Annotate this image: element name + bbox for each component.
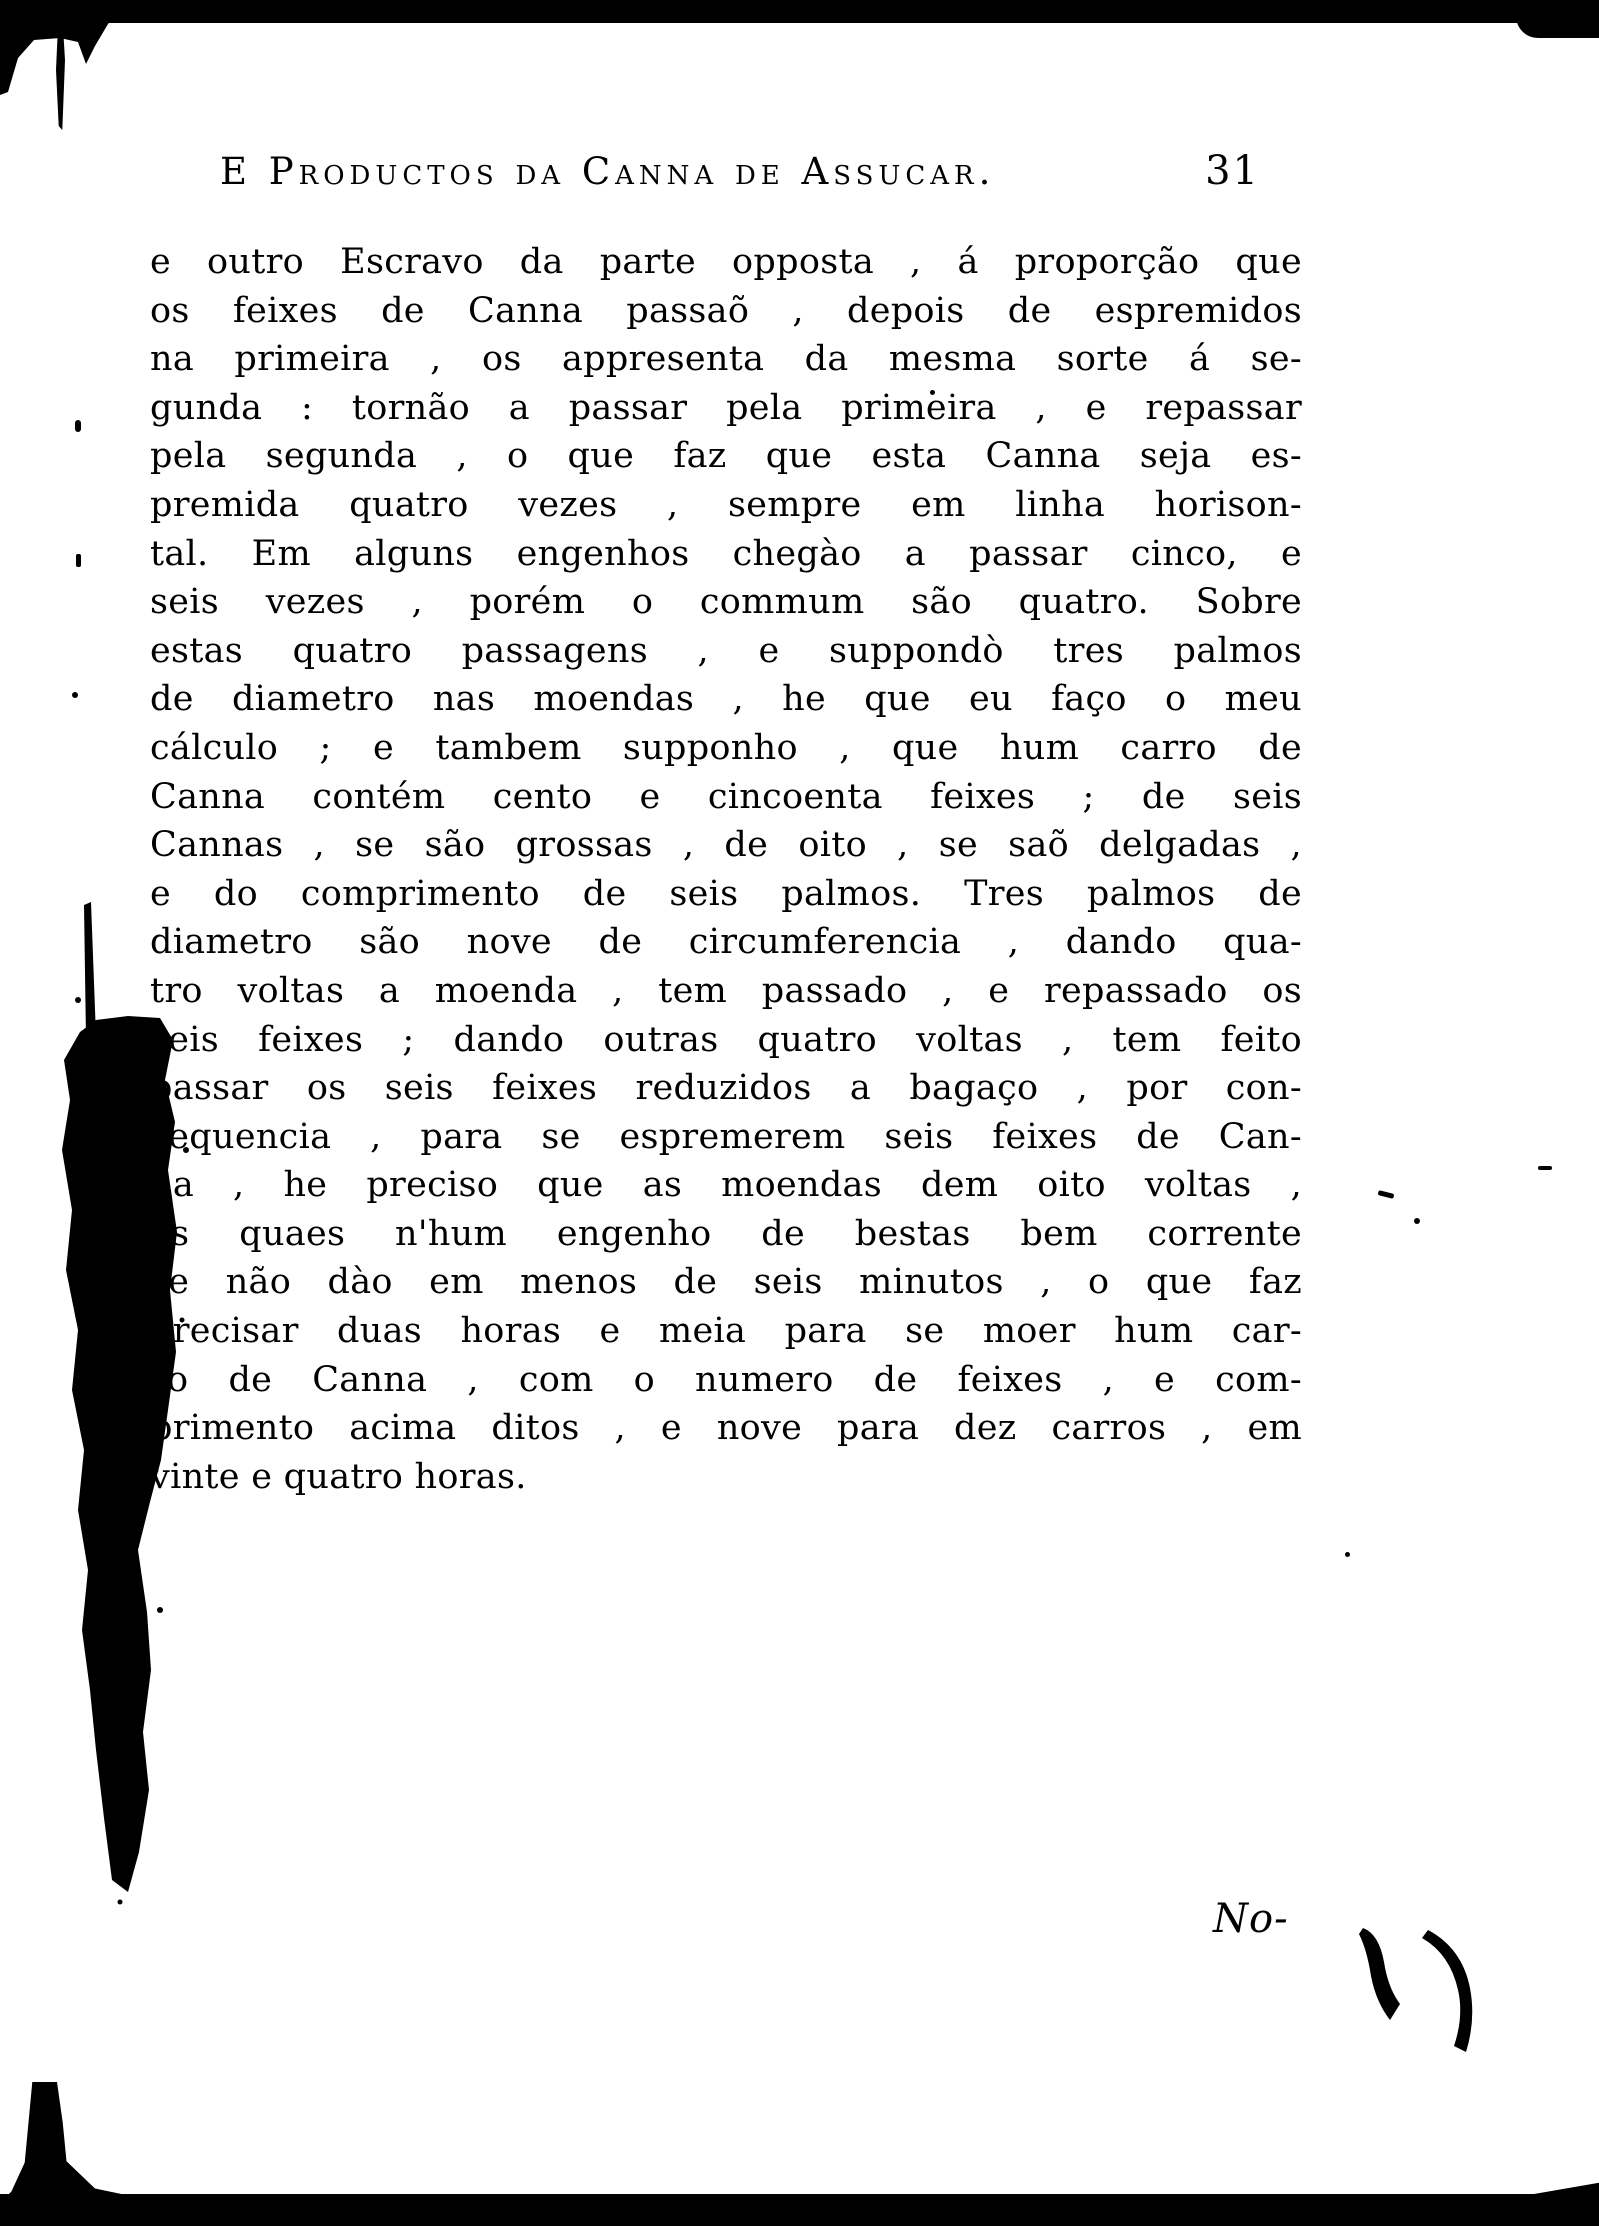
text-line: ro de Canna , com o numero de feixes , e com-: [150, 1359, 1302, 1400]
text-line: seis vezes , porém o commum são quatro. Sobre: [150, 582, 1302, 623]
text-line: Cannas , se são grossas , de oito , se saõ delgadas ,: [150, 825, 1302, 866]
text-line: tal. Em alguns engenhos chegào a passar cinco, e: [150, 533, 1302, 574]
text-line: sequencia , para se espremerem seis feixes de Can-: [150, 1116, 1302, 1157]
text-line: pela segunda , o que faz que esta Canna seja es-: [150, 436, 1302, 477]
ink-streak-top-left: [56, 30, 65, 130]
text-line: estas quatro passagens , e suppondò tres palmos: [150, 630, 1302, 671]
scan-edge-top: [0, 0, 1599, 23]
text-line: de diametro nas moendas , he que eu faço o meu: [150, 679, 1302, 720]
text-line: diametro são nove de circumferencia , dando qua-: [150, 922, 1302, 963]
text-line: as quaes n'hum engenho de bestas bem corrente: [150, 1213, 1302, 1254]
pen-squiggles-bottom-right: [1330, 1880, 1530, 2060]
ink-speck: [1345, 1552, 1350, 1557]
text-line: cálculo ; e tambem supponho , que hum carro de: [150, 727, 1302, 768]
text-line: tro voltas a moenda , tem passado , e repassado os: [150, 970, 1302, 1011]
text-line: seis feixes ; dando outras quatro voltas , tem feito: [150, 1019, 1302, 1060]
scan-edge-top-right: [1516, 0, 1599, 38]
text-line: os feixes de Canna passaõ , depois de espremidos: [150, 290, 1302, 331]
ink-speck: [72, 692, 78, 698]
text-line: passar os seis feixes reduzidos a bagaço , por con-: [150, 1068, 1302, 1109]
text-line: e outro Escravo da parte opposta , á proporção que: [150, 242, 1302, 282]
text-line: gunda : tornão a passar pela primeira , e repassar: [150, 387, 1302, 428]
ink-speck: [76, 554, 81, 567]
scan-edge-top-left: [0, 0, 130, 95]
text-line: na , he preciso que as moendas dem oito voltas ,: [150, 1165, 1302, 1206]
ink-speck: [1538, 1166, 1552, 1170]
text-line: primento acima ditos , e nove para dez carros , em: [150, 1408, 1302, 1449]
page-number: 31: [1205, 148, 1260, 194]
text-line: Canna contém cento e cincoenta feixes ; de seis: [150, 776, 1302, 817]
text-line: premida quatro vezes , sempre em linha horison-: [150, 484, 1302, 525]
scan-edge-bottom: [0, 2194, 1599, 2226]
ink-speck: [1414, 1218, 1420, 1224]
text-line: vinte e quatro horas.: [150, 1456, 527, 1497]
body-text: [150, 238, 1302, 1501]
text-line: precisar duas horas e meia para se moer hum car-: [150, 1311, 1302, 1352]
book-gutter-shadow: [0, 2082, 190, 2226]
catchword: No-: [1213, 1896, 1289, 1942]
running-head-title: E Productos da Canna de Assucar.: [220, 150, 996, 193]
text-line: e do comprimento de seis palmos. Tres palmos de: [150, 873, 1302, 914]
running-head: [220, 148, 1260, 194]
ink-speck: [75, 420, 81, 432]
ink-speck: [1378, 1190, 1395, 1199]
text-line: na primeira , os appresenta da mesma sorte á se-: [150, 339, 1302, 380]
text-line: se não dào em menos de seis minutos , o que faz: [150, 1262, 1302, 1303]
